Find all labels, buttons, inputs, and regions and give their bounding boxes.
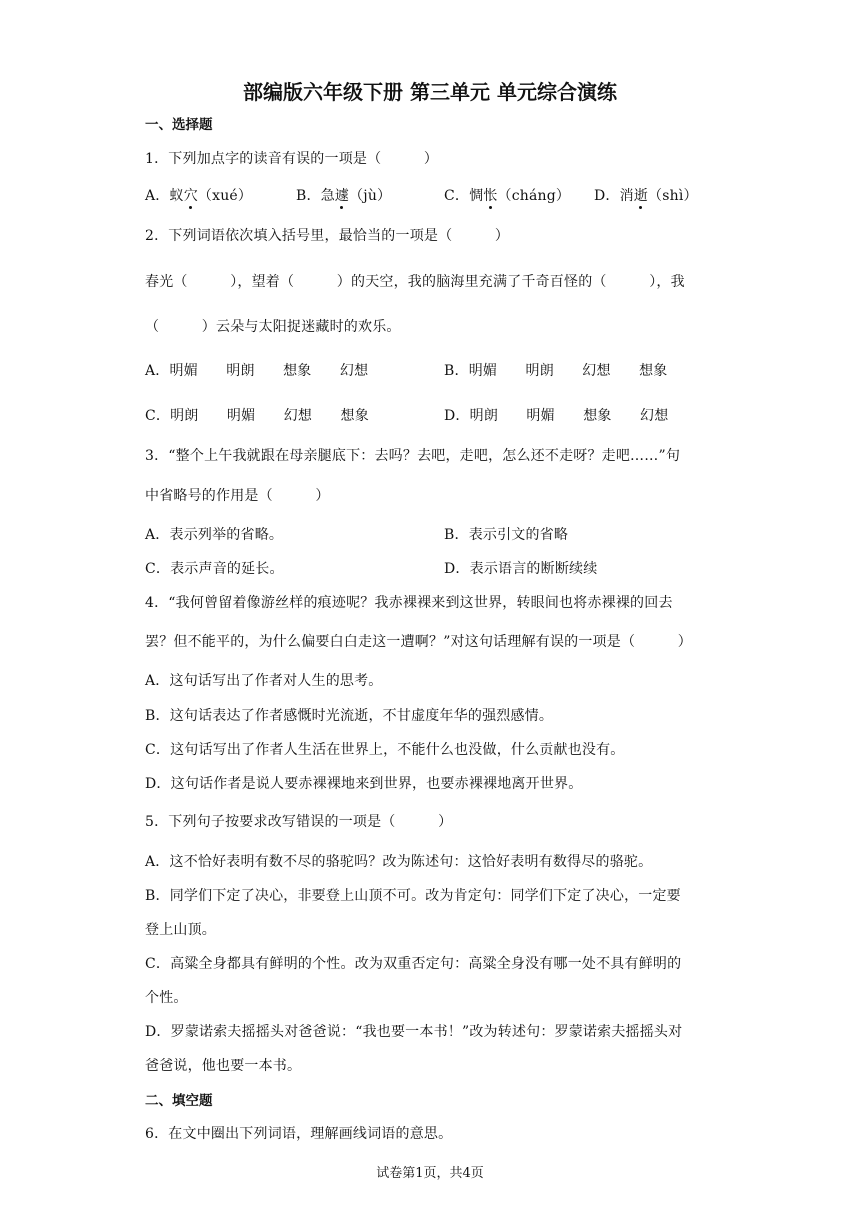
option-prefix: C．惆 <box>444 188 484 204</box>
q1-option-c <box>444 185 570 205</box>
q3-option-c: C．表示声音的延长。 <box>145 561 284 577</box>
page-title: 部编版六年级下册 第三单元 单元综合演练 <box>243 80 617 104</box>
option-pinyin: （jù） <box>349 188 392 204</box>
question-1-stem: 1．下列加点字的读音有误的一项是（ ） <box>145 151 439 167</box>
option-pinyin: （shì） <box>648 188 698 204</box>
question-6-stem: 6．在文中圈出下列词语，理解画线词语的意思。 <box>145 1126 453 1142</box>
section-heading-choice: 一、选择题 <box>145 117 213 133</box>
q3-option-a: A．表示列举的省略。 <box>145 527 284 543</box>
dotted-character: 怅 <box>483 188 498 204</box>
q4-option-b: B．这句话表达了作者感慨时光流逝，不甘虚度年华的强烈感情。 <box>145 708 554 724</box>
q5-option-a: A．这不恰好表明有数不尽的骆驼吗？改为陈述句：这恰好表明有数得尽的骆驼。 <box>145 854 653 870</box>
q4-option-d: D．这句话作者是说人要赤裸裸地来到世界，也要赤裸裸地离开世界。 <box>145 776 583 792</box>
q2-option-d: D．明朗 明媚 想象 幻想 <box>444 408 669 424</box>
section-heading-fill-blank: 二、填空题 <box>145 1093 213 1109</box>
q2-passage-line-2: （ ）云朵与太阳捉迷藏时的欢乐。 <box>145 319 401 335</box>
option-prefix: D．消 <box>594 188 634 204</box>
q2-option-c: C．明朗 明媚 幻想 想象 <box>145 408 369 424</box>
q1-option-a <box>145 185 252 205</box>
question-3-line-2: 中省略号的作用是（ ） <box>145 488 330 504</box>
q5-option-b-line-1: B．同学们下定了决心，非要登上山顶不可。改为肯定句：同学们下定了决心，一定要 <box>145 888 681 904</box>
q2-option-b: B．明媚 明朗 幻想 想象 <box>444 363 668 379</box>
question-2-stem: 2．下列词语依次填入括号里，最恰当的一项是（ ） <box>145 228 510 244</box>
dotted-character: 遽 <box>334 188 350 204</box>
q3-option-b: B．表示引文的省略 <box>444 527 569 543</box>
option-pinyin: （xué） <box>197 188 253 204</box>
q4-option-a: A．这句话写出了作者对人生的思考。 <box>145 673 383 689</box>
q5-option-c-line-2: 个性。 <box>145 990 188 1006</box>
q2-passage-line-1: 春光（ ），望着（ ）的天空，我的脑海里充满了千奇百怪的（ ），我 <box>145 274 685 290</box>
q1-option-d <box>594 185 698 205</box>
option-pinyin: （cháng） <box>497 188 571 204</box>
q5-option-b-line-2: 登上山顶。 <box>145 922 216 938</box>
dotted-character: 逝 <box>633 188 649 204</box>
question-4-line-2: 罢？但不能平的，为什么偏要白白走这一遭啊？”对这句话理解有误的一项是（ ） <box>145 634 692 650</box>
q5-option-d-line-1: D．罗蒙诺索夫摇摇头对爸爸说：“我也要一本书！”改为转述句：罗蒙诺索夫摇摇头对 <box>145 1024 683 1040</box>
option-prefix: A．蚁 <box>145 188 184 204</box>
option-prefix: B．急 <box>296 188 335 204</box>
question-3-line-1: 3．“整个上午我就跟在母亲腿底下：去吗？去吧，走吧，怎么还不走呀？走吧……”句 <box>145 448 681 464</box>
q5-option-d-line-2: 爸爸说，他也要一本书。 <box>145 1058 302 1074</box>
q2-option-a: A．明媚 明朗 想象 幻想 <box>145 363 369 379</box>
q1-option-b <box>296 185 391 205</box>
page-footer: 试卷第1页，共4页 <box>376 1166 484 1181</box>
dotted-character: 穴 <box>183 188 198 204</box>
q4-option-c: C．这句话写出了作者人生活在世界上，不能什么也没做，什么贡献也没有。 <box>145 742 625 758</box>
q5-option-c-line-1: C．高粱全身都具有鲜明的个性。改为双重否定句：高粱全身没有哪一处不具有鲜明的 <box>145 956 682 972</box>
q3-option-d: D．表示语言的断断续续 <box>444 561 598 577</box>
question-5-stem: 5．下列句子按要求改写错误的一项是（ ） <box>145 814 453 830</box>
question-4-line-1: 4．“我何曾留着像游丝样的痕迹呢？我赤裸裸来到这世界，转眼间也将赤裸裸的回去 <box>145 595 673 611</box>
